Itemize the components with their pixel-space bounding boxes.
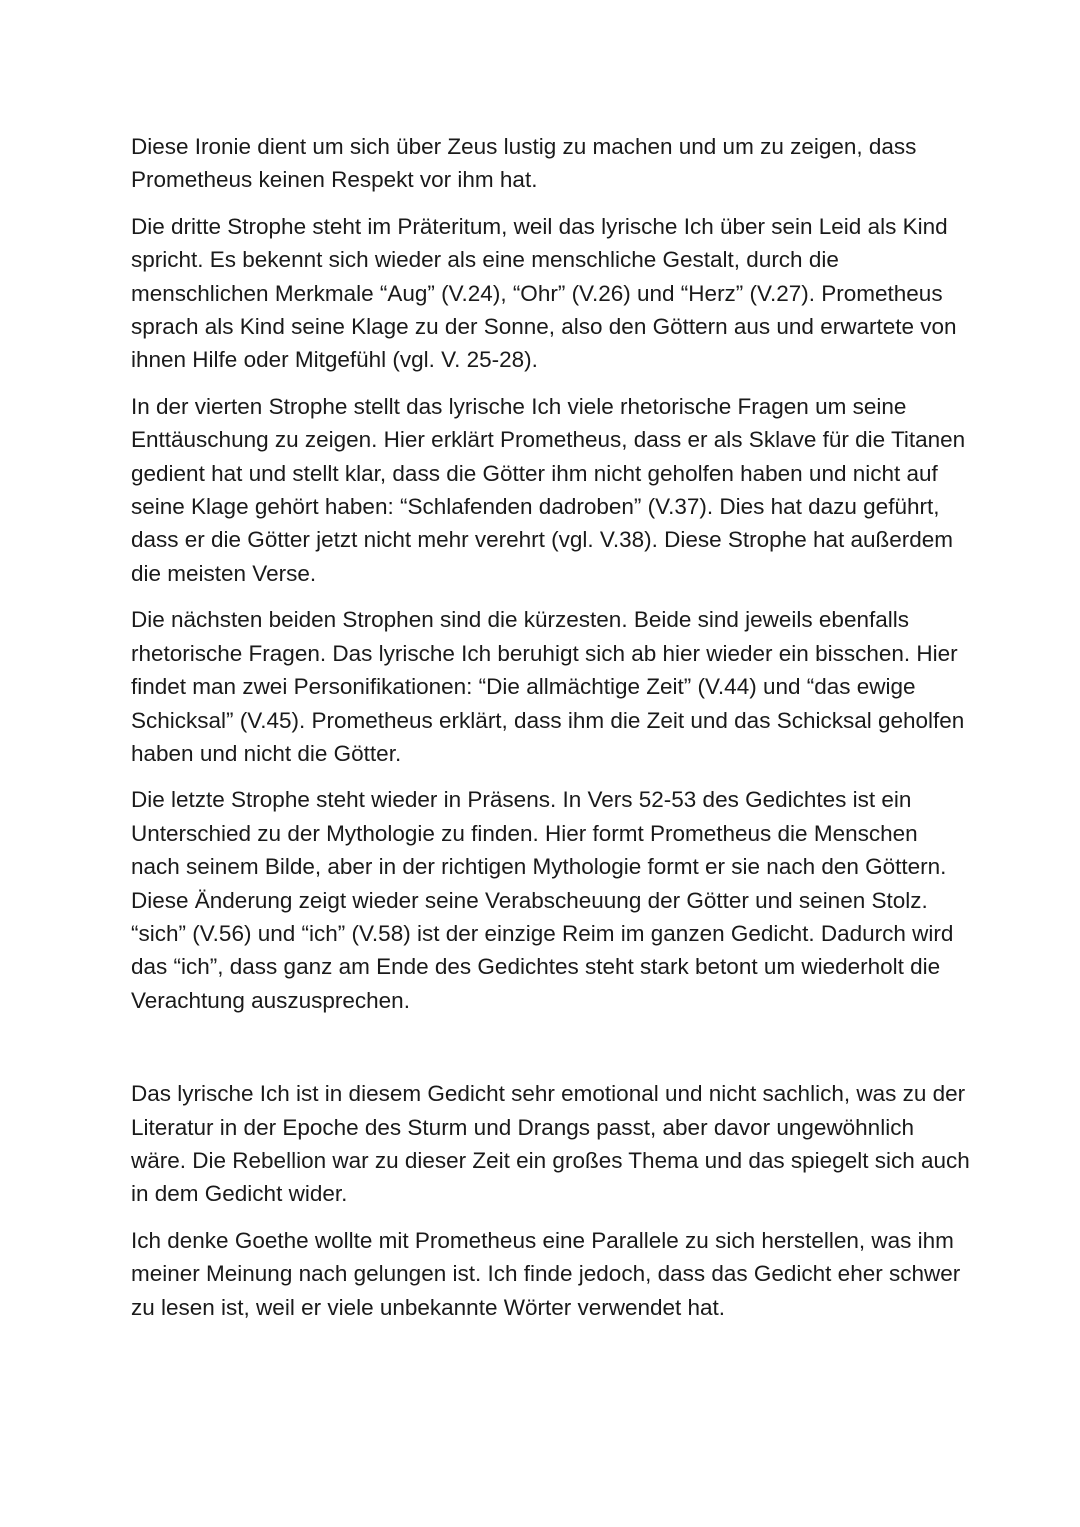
paragraph-conclusion: Das lyrische Ich ist in diesem Gedicht sehr emotional und nicht sachlich, was zu der Literatur in der Epoche des Sturm und Drangs passt, aber davor ungewöhnlich wäre. Die Rebellion war zu dieser Zeit ein großes Thema und das spiegelt sich auch in dem Gedicht wider.	[131, 1081, 970, 1207]
paragraph-fourth-stanza: In der vierten Strophe stellt das lyrische Ich viele rhetorische Fragen um seine Enttäuschung zu zeigen. Hier erklärt Prometheus, dass er als Sklave für die Titanen gedient hat und stellt klar, dass die Götter ihm nicht geholfen haben und nicht auf seine Klage gehört haben: “Schlafenden dadroben” (V.37). Dies hat dazu geführt, dass er die Götter jetzt nicht mehr verehrt (vgl. V.38). Diese Strophe hat außerdem die meisten Verse.	[131, 393, 966, 586]
paragraph-third-stanza: Die dritte Strophe steht im Präteritum, weil das lyrische Ich über sein Leid als Kind spricht. Es bekennt sich wieder als eine menschliche Gestalt, durch die menschlichen Merkmale “Aug” (V.24), “Ohr” (V.26) und “Herz” (V.27). Prometheus sprach als Kind seine Klage zu der Sonne, also den Göttern aus und erwartete von ihnen Hilfe oder Mitgefühl (vgl. V. 25-28).	[131, 213, 957, 373]
paragraph-opinion: Ich denke Goethe wollte mit Prometheus eine Parallele zu sich herstellen, was ihm meiner Meinung nach gelungen ist. Ich finde jedoch, dass das Gedicht eher schwer zu lesen ist, weil er viele unbekannte Wörter verwendet hat.	[131, 1227, 961, 1320]
document-body	[131, 130, 971, 1337]
paragraph-next-stanzas: Die nächsten beiden Strophen sind die kürzesten. Beide sind jeweils ebenfalls rhetorische Fragen. Das lyrische Ich beruhigt sich ab hier wieder ein bisschen. Hier findet man zwei Personifikationen: “Die allmächtige Zeit” (V.44) und “das ewige Schicksal” (V.45). Prometheus erklärt, dass ihm die Zeit und das Schicksal geholfen haben und nicht die Götter.	[131, 607, 965, 766]
paragraph-irony: Diese Ironie dient um sich über Zeus lustig zu machen und um zu zeigen, dass Prometheus keinen Respekt vor ihm hat.	[131, 134, 917, 193]
paragraph-last-stanza: Die letzte Strophe steht wieder in Präsens. In Vers 52-53 des Gedichtes ist ein Unterschied zu der Mythologie zu finden. Hier formt Prometheus die Menschen nach seinem Bilde, aber in der richtigen Mythologie formt er sie nach den Göttern. Diese Änderung zeigt wieder seine Verabscheuung der Götter und seinen Stolz. “sich” (V.56) und “ich” (V.58) ist der einzige Reim im ganzen Gedicht. Dadurch wird das “ich”, dass ganz am Ende des Gedichtes steht stark betont um wiederholt die Verachtung auszusprechen.	[131, 787, 954, 1013]
